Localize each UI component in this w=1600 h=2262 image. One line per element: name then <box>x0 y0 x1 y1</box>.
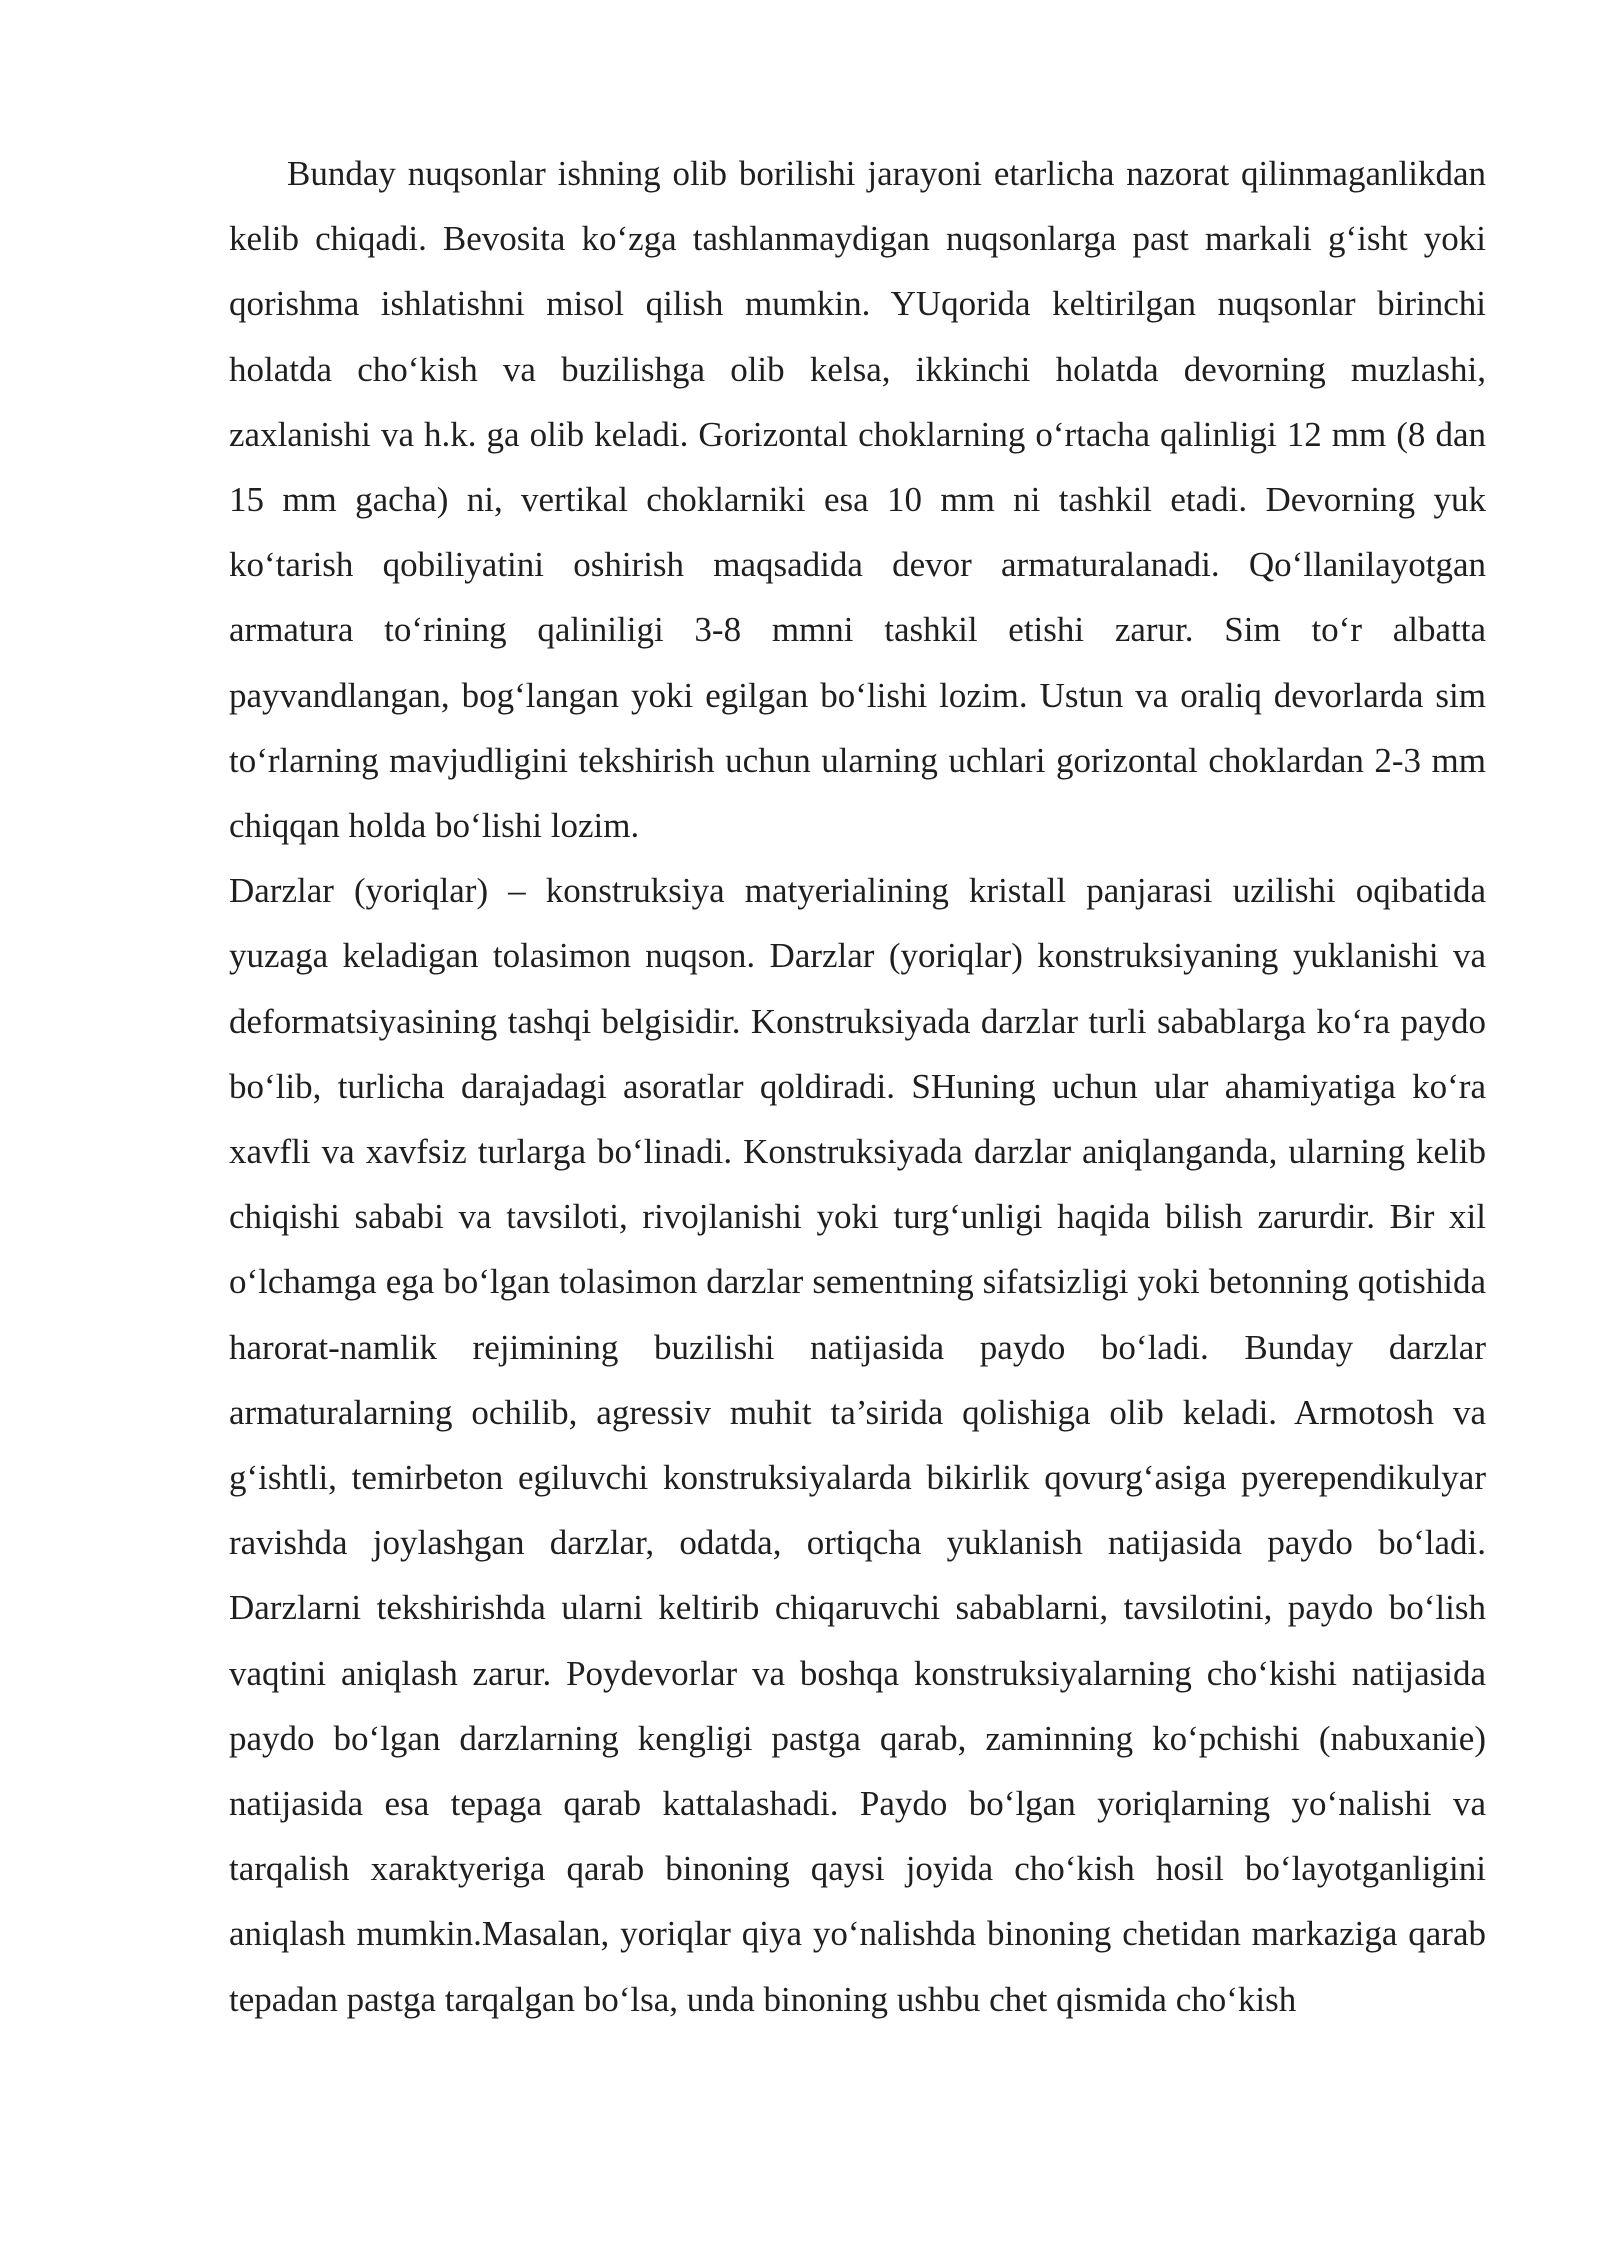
paragraph-cracks: Darzlar (yoriqlar) – konstruksiya matyerialining kristall panjarasi uzilishi oqibatida yuzaga keladigan tolasimon nuqson. Darzlar (yoriqlar) konstruksiyaning yuklanishi va deformatsiyasining tashqi belgisidir. Konstruksiyada darzlar turli sabablarga ko‘ra paydo bo‘lib, turlicha darajadagi asoratlar qoldiradi. SHuning uchun ular ahamiyatiga ko‘ra xavfli va xavfsiz turlarga bo‘linadi. Konstruksiyada darzlar aniqlanganda, ularning kelib chiqishi sababi va tavsiloti, rivojlanishi yoki turg‘unligi haqida bilish zarurdir. Bir xil o‘lchamga ega bo‘lgan tolasimon darzlar sementning sifatsizligi yoki betonning qotishida harorat-namlik rejimining buzilishi natijasida paydo bo‘ladi. Bunday darzlar armaturalarning ochilib, agressiv muhit ta’sirida qolishiga olib keladi. Armotosh va g‘ishtli, temirbeton egiluvchi konstruksiyalarda bikirlik qovurg‘asiga pyerependikulyar ravishda joylashgan darzlar, odatda, ortiqcha yuklanish natijasida paydo bo‘ladi. Darzlarni tekshirishda ularni keltirib chiqaruvchi sabablarni, tavsilotini, paydo bo‘lish vaqtini aniqlash zarur. Poydevorlar va boshqa konstruksiyalarning cho‘kishi natijasida paydo bo‘lgan darzlarning kengligi pastga qarab, zaminning ko‘pchishi (nabuxanie) natijasida esa tepaga qarab kattalashadi. Paydo bo‘lgan yoriqlarning yo‘nalishi va tarqalish xaraktyeriga qarab binoning qaysi joyida cho‘kish hosil bo‘layotganligini aniqlash mumkin.Masalan, yoriqlar qiya yo‘nalishda binoning chetidan markaziga qarab tepadan pastga tarqalgan bo‘lsa, unda binoning ushbu chet qismida cho‘kish <box>229 871 1486 2019</box>
document-body <box>229 141 1486 2032</box>
paragraph-defects: Bunday nuqsonlar ishning olib borilishi jarayoni etarlicha nazorat qilinmaganlikdan kelib chiqadi. Bevosita ko‘zga tashlanmaydigan nuqsonlarga past markali g‘isht yoki qorishma ishlatishni misol qilish mumkin. YUqorida keltirilgan nuqsonlar birinchi holatda cho‘kish va buzilishga olib kelsa, ikkinchi holatda devorning muzlashi, zaxlanishi va h.k. ga olib keladi. Gorizontal choklarning o‘rtacha qalinligi 12 mm (8 dan 15 mm gacha) ni, vertikal choklarniki esa 10 mm ni tashkil etadi. Devorning yuk ko‘tarish qobiliyatini oshirish maqsadida devor armaturalanadi. Qo‘llanilayotgan armatura to‘rining qaliniligi 3-8 mmni tashkil etishi zarur. Sim to‘r albatta payvandlangan, bog‘langan yoki egilgan bo‘lishi lozim. Ustun va oraliq devorlarda sim to‘rlarning mavjudligini tekshirish uchun ularning uchlari gorizontal choklardan 2-3 mm chiqqan holda bo‘lishi lozim. <box>229 154 1486 846</box>
